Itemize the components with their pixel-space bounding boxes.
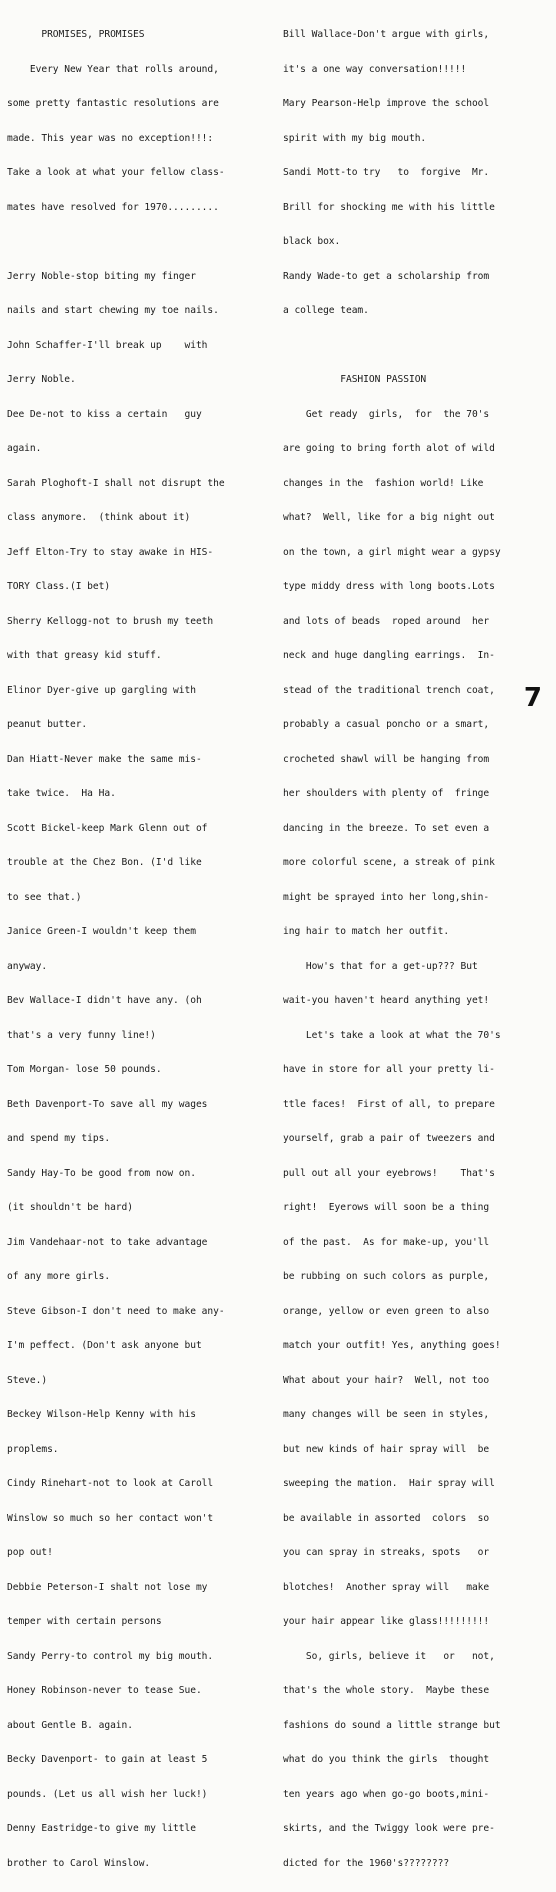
article-line: dicted for the 1960's???????? [283,1857,450,1869]
article-line: that's the whole story. Maybe these [283,1685,490,1696]
left-column [7,6,279,1892]
article-line: blotches! Another spray will make [283,1581,490,1593]
article-line: more colorful scene, a streak of pink [283,857,495,868]
resolution-line: Dan Hiatt-Never make the same mis- [7,753,202,765]
right-column [283,6,555,1892]
article-line: ttle faces! First of all, to prepare [283,1098,495,1110]
intro-line: some pretty fantastic resolutions are [7,98,219,109]
article-line: skirts, and the Twiggy look were pre- [283,1823,495,1834]
resolution-line: Janice Green-I wouldn't keep them [7,926,196,937]
resolution-line: to see that.) [7,891,82,903]
article-line: changes in the fashion world! Like [283,477,484,489]
resolution-line: Bill Wallace-Don't argue with girls, [283,29,490,40]
article-line: orange, yellow or even green to also [283,1305,490,1317]
article-line: fashions do sound a little strange but [283,1719,501,1731]
resolution-line: class anymore. (think about it) [7,512,191,523]
resolution-line: anyway. [7,960,48,972]
article-line: pull out all your eyebrows! That's [283,1167,495,1179]
article-line: match your outfit! Yes, anything goes! [283,1340,501,1351]
article-line: What about your hair? Well, not too [283,1374,490,1386]
resolution-line: a college team. [283,305,369,316]
article-line: How's that for a get-up??? But [283,960,478,972]
resolution-line: Brill for shocking me with his little [283,201,495,213]
resolution-line: Sarah Ploghoft-I shall not disrupt the [7,477,225,489]
resolution-line: with that greasy kid stuff. [7,650,162,661]
article-line: probably a casual poncho or a smart, [283,719,490,730]
article-line: wait-you haven't heard anything yet! [283,995,490,1006]
fashion-title: FASHION PASSION [283,374,427,385]
article-line: type middy dress with long boots.Lots [283,581,495,592]
resolution-line: Steve Gibson-I don't need to make any- [7,1305,225,1317]
resolution-line: about Gentle B. again. [7,1719,133,1731]
article-line: be available in assorted colors so [283,1512,490,1524]
intro-line: made. This year was no exception!!!: [7,132,214,144]
promises-title: PROMISES, PROMISES [7,29,145,40]
resolution-line: Jerry Noble-stop biting my finger [7,270,196,282]
resolution-line: Becky Davenport- to gain at least 5 [7,1754,208,1765]
article-line: of the past. As for make-up, you'll [283,1236,490,1248]
article-line: ing hair to match her outfit. [283,926,450,937]
article-line: yourself, grab a pair of tweezers and [283,1133,495,1144]
article-line: many changes will be seen in styles, [283,1409,490,1420]
resolution-line: Cindy Rinehart-not to look at Caroll [7,1478,214,1489]
resolution-line: Jeff Elton-Try to stay awake in HIS- [7,546,214,558]
resolution-line: Mary Pearson-Help improve the school [283,98,490,109]
spacer [283,340,555,352]
article-line: might be sprayed into her long,shin- [283,891,490,903]
article-line: So, girls, believe it or not, [283,1650,495,1662]
resolution-line: it's a one way conversation!!!!! [283,63,467,75]
article-line: have in store for all your pretty li- [283,1064,495,1075]
resolution-line: pounds. (Let us all wish her luck!) [7,1788,208,1800]
article-line: right! Eyerows will soon be a thing [283,1202,490,1213]
article-line: stead of the traditional trench coat, [283,684,495,696]
resolution-line: Randy Wade-to get a scholarship from [283,270,490,282]
resolution-line: that's a very funny line!) [7,1029,156,1041]
article-line: be rubbing on such colors as purple, [283,1271,490,1282]
intro-line: Every New Year that rolls around, [7,63,219,75]
resolution-line: Beth Davenport-To save all my wages [7,1098,208,1110]
resolution-line: Sandi Mott-to try to forgive Mr. [283,167,490,178]
resolution-line: Beckey Wilson-Help Kenny with his [7,1409,196,1420]
page-number: 7 [523,683,542,713]
article-line: crocheted shawl will be hanging from [283,753,490,765]
resolution-line: Steve.) [7,1374,48,1386]
resolution-line: Dee De-not to kiss a certain guy [7,408,202,420]
article-line: neck and huge dangling earrings. In- [283,650,495,661]
resolution-line: and spend my tips. [7,1133,111,1144]
resolution-line: Jim Vandehaar-not to take advantage [7,1236,208,1248]
resolution-line: again. [7,443,42,454]
article-line: Get ready girls, for the 70's [283,408,490,420]
resolution-line: Tom Morgan- lose 50 pounds. [7,1064,162,1075]
resolution-line: Sandy Perry-to control my big mouth. [7,1650,214,1662]
article-line: her shoulders with plenty of fringe [283,788,490,799]
resolution-line: (it shouldn't be hard) [7,1202,133,1213]
resolution-line: trouble at the Chez Bon. (I'd like [7,857,202,868]
resolution-line: peanut butter. [7,719,88,730]
resolution-line: Sherry Kellogg-not to brush my teeth [7,615,214,627]
resolution-line: temper with certain persons [7,1616,162,1627]
article-line: are going to bring forth alot of wild [283,443,495,454]
article-line: sweeping the mation. Hair spray will [283,1478,495,1489]
resolution-line: John Schaffer-I'll break up with [7,339,208,351]
resolution-line: black box. [283,236,341,247]
resolution-line: take twice. Ha Ha. [7,788,116,799]
resolution-line: of any more girls. [7,1271,111,1282]
resolution-line: spirit with my big mouth. [283,132,427,144]
resolution-line: Debbie Peterson-I shalt not lose my [7,1581,208,1593]
intro-line: Take a look at what your fellow class- [7,167,225,178]
resolution-line: I'm peffect. (Don't ask anyone but [7,1340,202,1351]
article-line: you can spray in streaks, spots or [283,1547,490,1558]
intro-line: mates have resolved for 1970......... [7,201,219,213]
article-line: on the town, a girl might wear a gypsy [283,546,501,558]
resolution-line: TORY Class.(I bet) [7,581,111,592]
article-line: dancing in the breeze. To set even a [283,822,490,834]
article-line: your hair appear like glass!!!!!!!!! [283,1616,490,1627]
resolution-line: Sandy Hay-To be good from now on. [7,1167,196,1179]
article-line: ten years ago when go-go boots,mini- [283,1788,490,1800]
resolution-line: Honey Robinson-never to tease Sue. [7,1685,202,1696]
resolution-line: pop out! [7,1547,53,1558]
spacer [7,236,279,248]
resolution-line: brother to Carol Winslow. [7,1857,151,1869]
resolution-line: Denny Eastridge-to give my little [7,1823,196,1834]
resolution-line: Jerry Noble. [7,374,76,385]
article-line: and lots of beads roped around her [283,615,490,627]
article-line: Let's take a look at what the 70's [283,1029,501,1041]
resolution-line: Winslow so much so her contact won't [7,1512,214,1524]
article-line: what? Well, like for a big night out [283,512,495,523]
resolution-line: proplems. [7,1443,59,1455]
resolution-line: Scott Bickel-keep Mark Glenn out of [7,822,208,834]
article-line: but new kinds of hair spray will be [283,1443,490,1455]
article-line: what do you think the girls thought [283,1754,490,1765]
resolution-line: Bev Wallace-I didn't have any. (oh [7,995,202,1006]
resolution-line: Elinor Dyer-give up gargling with [7,684,196,696]
resolution-line: nails and start chewing my toe nails. [7,305,219,316]
